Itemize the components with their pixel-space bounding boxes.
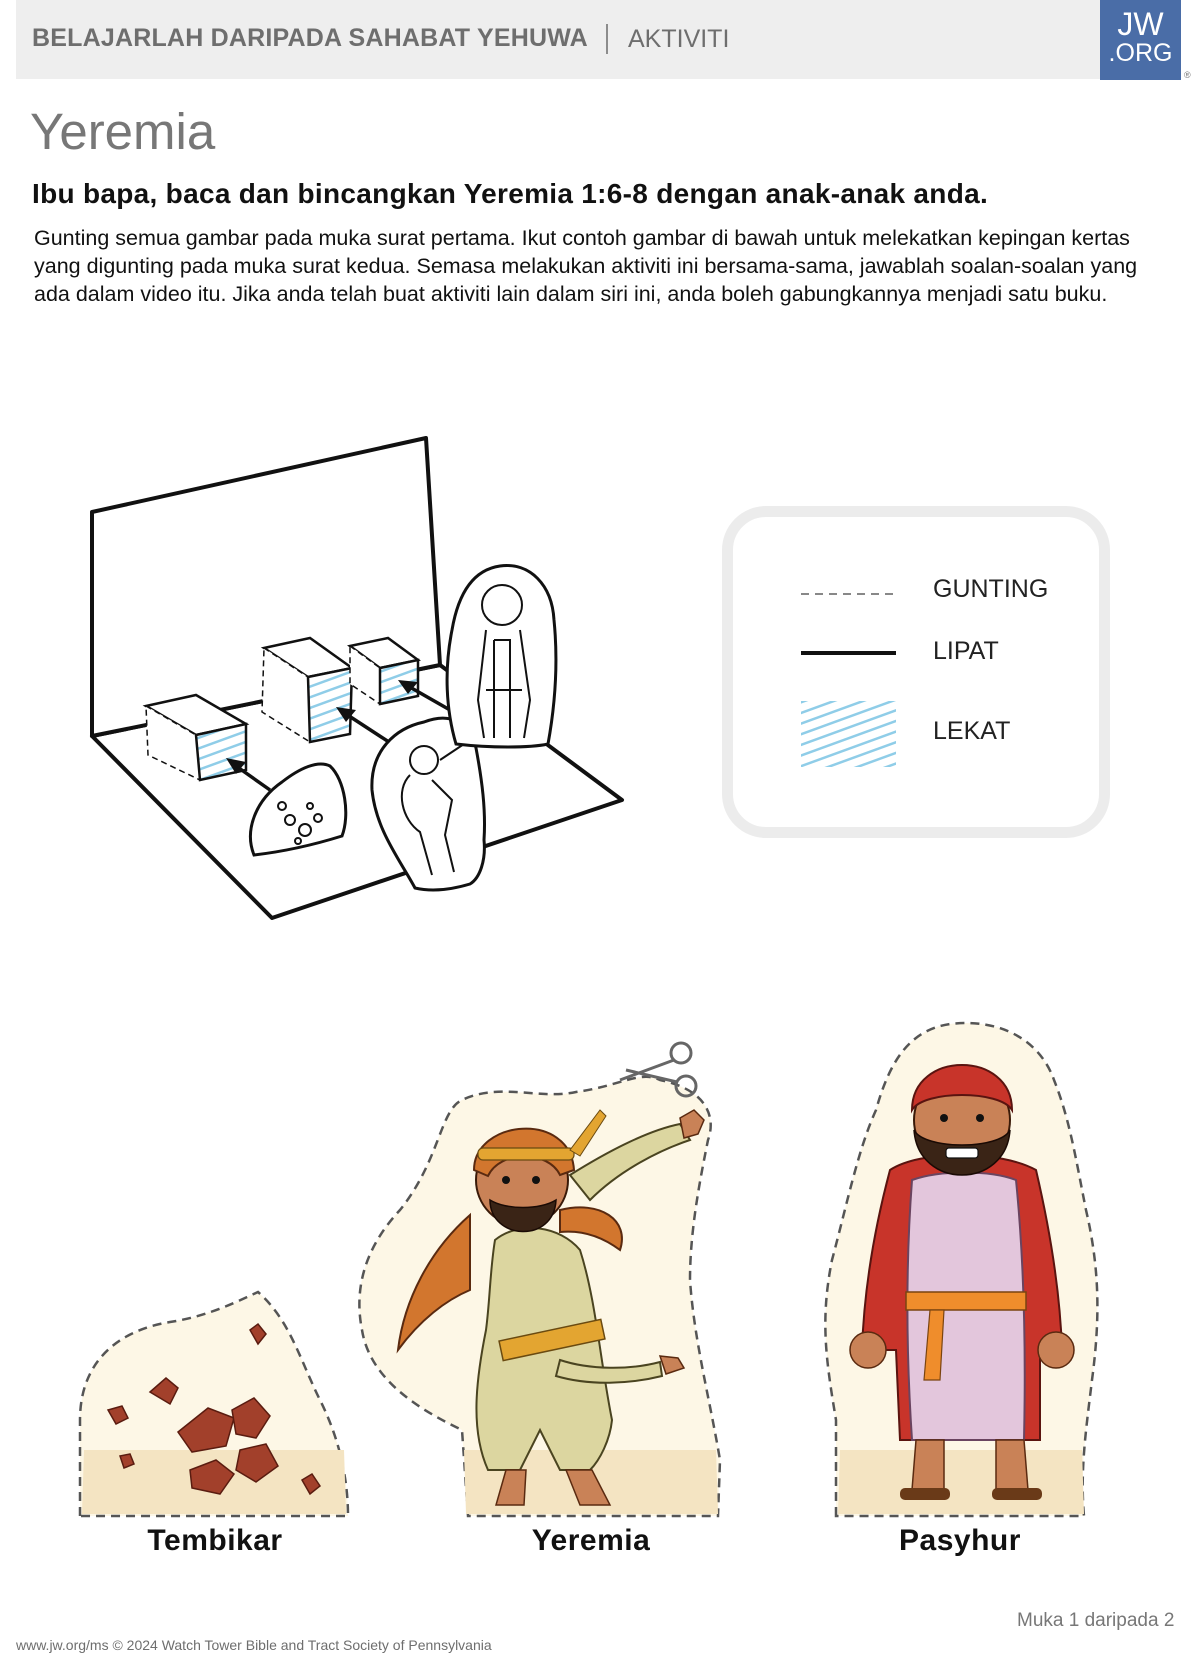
cutout-label-jeremiah: Yeremia — [531, 1524, 651, 1557]
page-title: Yeremia — [30, 103, 216, 160]
legend-label-glue: LEKAT — [933, 717, 1011, 745]
header-series-title: BELAJARLAH DARIPADA SAHABAT YEHUWA — [32, 24, 588, 52]
registered-mark: ® — [1184, 70, 1191, 80]
logo-line-org: .ORG — [1108, 39, 1173, 67]
pottery-shards-cutout — [80, 1292, 348, 1516]
cutout-label-pashhur: Pasyhur — [899, 1524, 1021, 1557]
header-activity-type: AKTIVITI — [628, 25, 730, 53]
legend-label-cut: GUNTING — [933, 575, 1049, 603]
jeremiah-cutout — [359, 1043, 720, 1516]
copyright-notice: www.jw.org/ms © 2024 Watch Tower Bible and Tract Society of Pennsylvania — [16, 1637, 492, 1653]
activity-instructions: Gunting semua gambar pada muka surat pertama. Ikut contoh gambar di bawah untuk melekatkan kepingan kertas yang digunting pada muka surat kedua. Semasa melakukan aktiviti ini bersama-sama, jawablah soalan-soalan yang ada dalam video itu. Jika anda telah buat aktiviti lain dalam siri ini, anda boleh gabungkannya menjadi satu buku. — [34, 226, 1138, 306]
pashhur-cutout — [825, 1023, 1097, 1516]
cutout-label-pottery: Tembikar — [147, 1524, 283, 1557]
legend-label-fold: LIPAT — [933, 637, 999, 665]
parents-instruction-heading: Ibu bapa, baca dan bincangkan Yeremia 1:6-8 dengan anak-anak anda. — [32, 178, 989, 209]
page-number: Muka 1 daripada 2 — [1017, 1610, 1175, 1631]
logo-line-jw: JW — [1117, 6, 1164, 42]
